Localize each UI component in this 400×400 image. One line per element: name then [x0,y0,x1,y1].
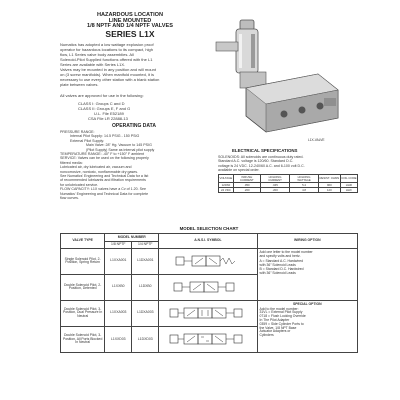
special-option: Actuator Adapters or [259,329,291,334]
op-line: TEMPERATURE RANGE: -40° F to +150° F ambient [60,152,144,157]
ansi-symbol-ports-blocked [168,331,248,347]
table-cell: HHX [340,188,357,193]
op-line: (Pilot Supply) Same as internal pilot supply [86,147,155,152]
class-item: U.L. File E52189 [94,111,124,116]
wiring-option: with 36" Solenoid Leads [259,270,296,275]
class-item: CSA File LR 22888-13 [88,116,128,121]
table-cell: 120 [318,188,340,193]
op-line: filtered media: [60,160,83,165]
port [299,107,306,114]
wiring-option-cell [257,248,357,300]
table-header: HOLDING CURRENT [260,175,289,183]
intro-line: necessary to use every other station with a blank station [60,77,160,82]
ansi-symbol-detented [168,279,248,295]
table-cell: 960 [318,183,340,188]
intro-line: plate between valves. [60,82,99,87]
solenoid-cap [240,20,254,30]
special-option: In The Pilot Adapter [259,318,290,323]
valve-type-cell: Single Solenoid Pilot, 2-Position, Spring Return [61,248,105,274]
special-option: the Valve, 1/8 NPT Base [259,325,297,330]
valve-type-cell: Double Solenoid Pilot, 2-Position, Detented [61,274,105,300]
ansi-symbol-cell [159,326,257,352]
model-b-cell: L1DXA003 [132,300,159,326]
op-line: Main Valve: 28" Hg. Vacuum to 145 PSIG [86,143,152,148]
special-option-title: SPECIAL OPTION [292,301,322,306]
valve-type-cell: Double Solenoid Pilot, 3-Position, All Ports Blocked In Neutral [61,326,105,352]
special-intro: Add to the model number: [259,306,299,311]
table-header: COIL CODE [340,175,357,183]
table-cell: .200 [233,188,260,193]
photo-caption: L1X-VALVE [308,138,325,142]
op-line: for unlubricated service. [60,182,99,187]
operating-data-title: OPERATING DATA [112,123,156,129]
intro-line: Solenoid-Pilot Supplied functions offered with the L1 [60,57,153,62]
electrical-text [218,155,358,173]
valve-type-cell: Double Solenoid Pilot, 3-Position, Dual Pressure In Neutral [61,300,105,326]
special-option-cell [257,300,357,352]
approval-text: All valves are approved for use in the following: [60,93,144,98]
chart-header-row [61,234,358,242]
header-line-2: LINE MOUNTED [108,17,152,24]
table-row [219,188,358,193]
port [317,103,324,110]
header-line-1: HAZARDOUS LOCATION [96,12,164,18]
col-symbol: A.N.S.I. SYMBOL [159,234,257,249]
model-a-cell: L1XXA001 [105,248,132,274]
op-line: PRESSURE RANGE: [60,130,95,134]
model-b-cell: L1DXA001 [132,248,159,274]
wiring-intro: and specify volts and hertz. [259,253,301,258]
ansi-symbol-spring-return [168,253,248,269]
electrical-table [218,174,358,193]
port [281,111,288,118]
op-line: FLOW CAPACITY: L1X valves have a Cv of 1.20. See [60,187,147,192]
special-option: Cylinders [259,333,274,338]
model-b-cell: L1DXB0 [132,274,159,300]
op-line: Lubricated air, dry lubricated air, vacuum and [60,165,132,170]
elec-line: voltage is 24 VDC. 12-240/60 A.C. and 6-100 volt D.C. [218,163,305,168]
valve-product-image [206,14,354,144]
elec-line: SOLENOIDS: All solenoids are continuous duty rated. [218,155,304,159]
table-cell: .045 [260,183,289,188]
intro-line: flow, L1 Series valve body assemblies. All [60,52,134,57]
col-valve-type: VALVE TYPE [61,234,105,249]
electrical-title: ELECTRICAL SPECIFICATIONS [232,148,298,153]
ansi-symbol-cell [159,274,257,300]
op-line: SERVICE: Valves can be used on the following properly [60,156,149,161]
op-line: flow curves. [60,196,79,201]
elec-line: Standard A.C. voltage is 120/60. Standard D.C. [218,159,294,164]
ansi-symbol-cell [159,248,257,274]
model-a-cell: L1XXB0 [105,274,132,300]
table-cell: HHR [340,183,357,188]
col-size-a: 1/8 NPTF [105,242,132,249]
table-cell: .050 [233,183,260,188]
class-list [78,101,198,121]
op-line: Numatics' Engineering and Technical Data for complete [60,191,149,196]
col-model-number: MODEL NUMBER [105,234,159,242]
table-cell: 120/60 [219,183,234,188]
elec-line: available on special order. [218,168,260,173]
table-cell: 5.4 [290,183,319,188]
ansi-symbol-dual-pressure [168,305,248,321]
special-option: 0359 = Side Cylinder Ports to [259,321,304,326]
intro-line: Series are available with Series L1X. [60,62,126,67]
ansi-symbol-cell [159,300,257,326]
wiring-option: with 36" Solenoid Leads [259,263,296,268]
model-selection-table [60,233,358,353]
table-header: RESIST. OHMS [318,175,340,183]
op-line: of recommended lubricants and filtration requirements [60,178,146,183]
intro-line: Numatics has adopted a low wattage explosion proof [60,42,154,47]
table-row [61,248,358,274]
model-a-cell: L1XXD03 [105,326,132,352]
class-item: CLASS II: Groups E, F and G [78,106,131,111]
table-row [61,300,358,326]
wiring-intro: Add one letter to the model number [259,249,313,254]
header-line-4: SERIES L1X [105,29,155,40]
table-cell: 24 VDC [219,188,234,193]
table-cell: 4.8 [290,188,319,193]
op-line: Internal Pilot Supply: 14.5 PSIG - 150 PSIG [70,134,140,139]
table-header: VOLTAGE [219,175,234,183]
intro-line: on (3 screw manifolds). When manifold mounted, it is [60,72,155,77]
model-a-cell: L1XXA003 [105,300,132,326]
model-chart-title: MODEL SELECTION CHART [179,226,239,231]
col-size-b: 1/4 NPTF [132,242,159,249]
wiring-option: A = Standard A.C. Hardwired [259,259,303,264]
intro-line: Valves may be mounted in any position and will mount [60,67,156,72]
intro-paragraph [60,42,208,87]
col-wiring: WIRING OPTION [257,234,357,249]
special-option: 0718 = Flush Locking Override [259,314,306,319]
op-line: See Numatics' Engineering and Technical Data for a list [60,174,149,179]
conduit-fitting [216,42,238,51]
table-header: INRUSH CURRENT [233,175,260,183]
table-header: HOLDING WATTAGE [290,175,319,183]
special-option: 31VL = External Pilot Supply [259,310,303,315]
table-cell: .200 [260,188,289,193]
electrical-header-row [219,175,358,183]
op-line: noncorrosive, nontoxic, nonflammable dry gases. [60,169,139,174]
operating-data-block [60,130,210,201]
wiring-option: B = Standard D.C. Hardwired [259,266,304,271]
intro-line: operator for hazardous locations to its compact, high [60,47,153,52]
header-line-3: 1/8 NPTF AND 1/4 NPTF VALVES [87,23,173,30]
class-item: CLASS I: Groups C and D [78,101,125,106]
model-b-cell: L1DXD03 [132,326,159,352]
op-line: External Pilot Supply: [70,138,105,143]
